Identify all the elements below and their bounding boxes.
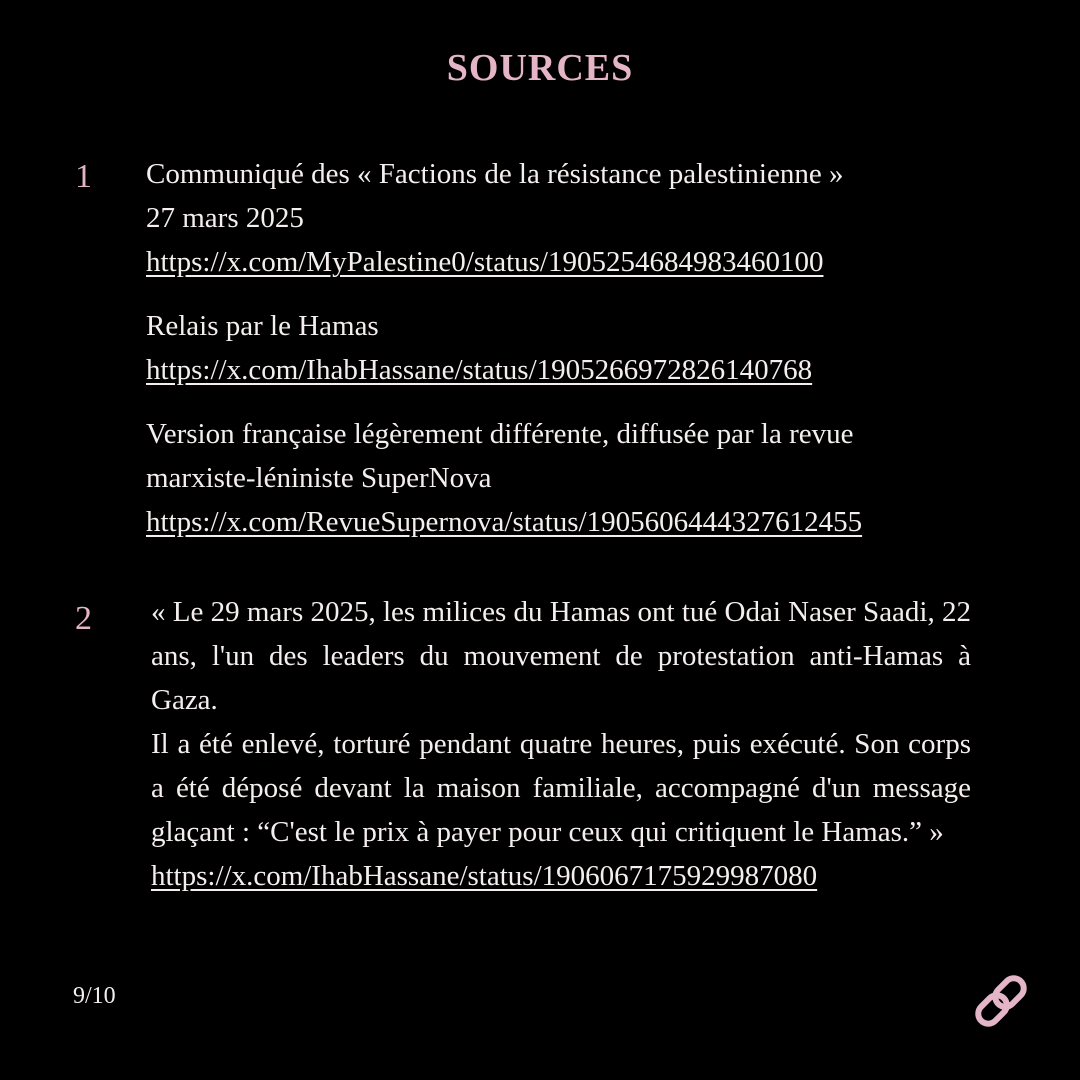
source-1-text-line: 27 mars 2025 bbox=[146, 202, 304, 234]
source-1-text-line: Version française légèrement différente, diffusée par la revue bbox=[146, 418, 854, 450]
source-1-link-3[interactable]: https://x.com/RevueSupernova/status/1905606444327612455 bbox=[146, 506, 863, 538]
source-2-paragraph-2: Il a été enlevé, torturé pendant quatre heures, puis exécuté. Son corps a été déposé devant la maison familiale, accompagné d'un message glaçant : “C'est le prix à payer pour ceux qui critiquent le Hamas.” » bbox=[151, 728, 971, 848]
source-number-2: 2 bbox=[75, 600, 92, 637]
source-1-text-line: marxiste-léniniste SuperNova bbox=[146, 462, 492, 494]
page-number: 9/10 bbox=[73, 983, 116, 1009]
source-1-group-2 bbox=[146, 304, 970, 392]
source-2-paragraph-1: « Le 29 mars 2025, les milices du Hamas ont tué Odai Naser Saadi, 22 ans, l'un des leaders du mouvement de protestation anti-Hamas à Gaza. bbox=[151, 596, 971, 716]
link-icon[interactable] bbox=[968, 968, 1034, 1034]
source-number-1: 1 bbox=[75, 158, 92, 195]
source-1-group-1 bbox=[146, 152, 970, 284]
source-1-link-1[interactable]: https://x.com/MyPalestine0/status/1905254684983460100 bbox=[146, 246, 824, 278]
page-title: SOURCES bbox=[446, 47, 634, 89]
source-2-link[interactable]: https://x.com/IhabHassane/status/1906067175929987080 bbox=[151, 860, 818, 892]
source-2-body bbox=[151, 590, 971, 898]
source-1-text-line: Relais par le Hamas bbox=[146, 310, 379, 342]
source-1-text-line: Communiqué des « Factions de la résistance palestinienne » bbox=[146, 158, 844, 190]
source-1-link-2[interactable]: https://x.com/IhabHassane/status/1905266972826140768 bbox=[146, 354, 813, 386]
source-1-group-3 bbox=[146, 412, 970, 544]
